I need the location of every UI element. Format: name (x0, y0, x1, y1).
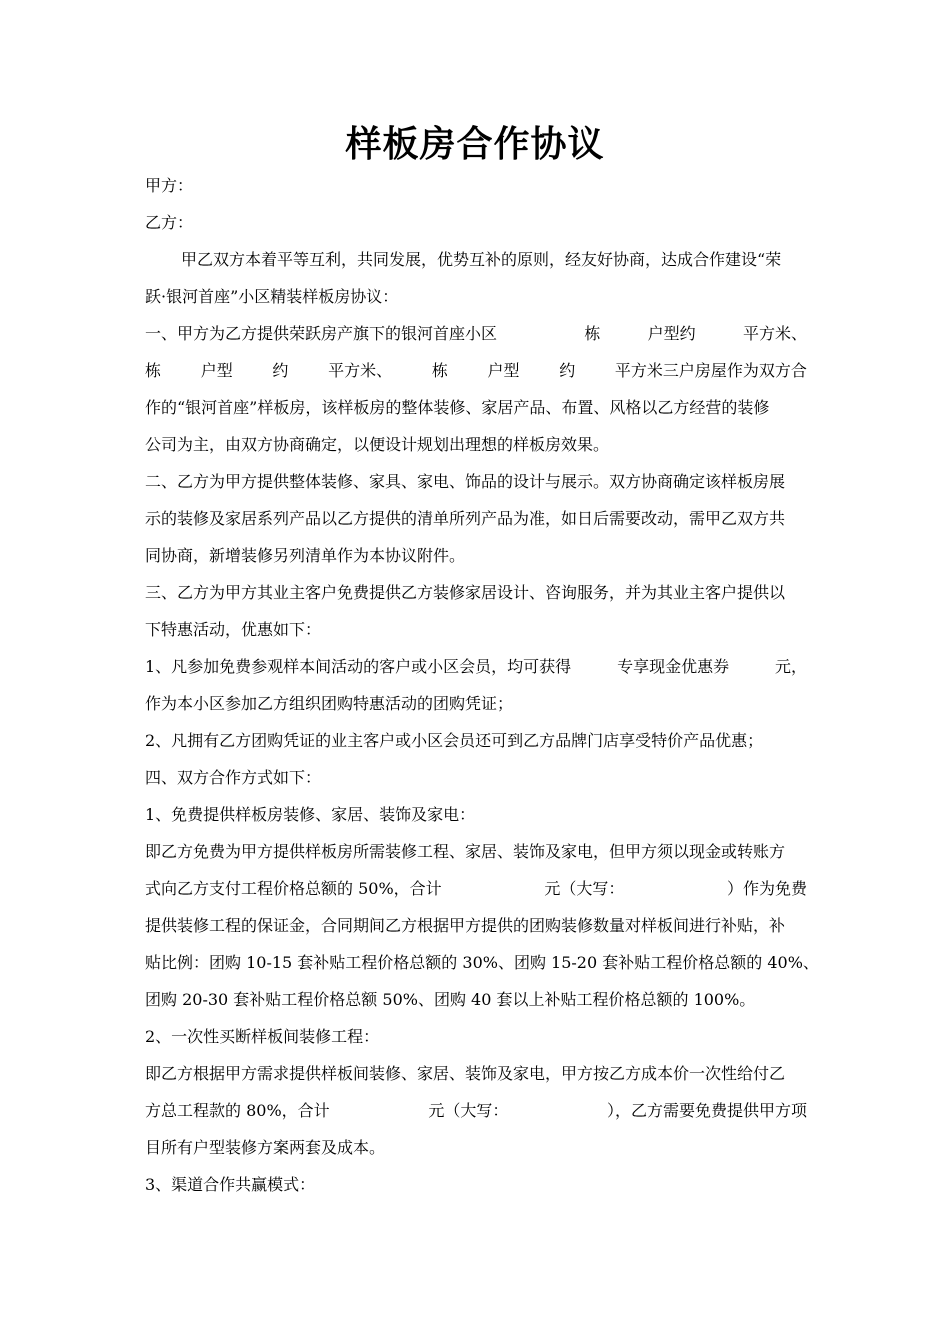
item-4-2-line-2: 方总工程款的 80%，合计 元（大写： ），乙方需要免费提供甲方项 (145, 1101, 807, 1120)
clause-2-line-2: 示的装修及家居系列产品以乙方提供的清单所列产品为准，如日后需要改动，需甲乙双方共 (145, 509, 786, 528)
item-4-3-heading: 3、渠道合作共赢模式： (145, 1175, 316, 1194)
clause-3-line-2: 下特惠活动，优惠如下： (145, 620, 322, 639)
item-4-1-line-1: 即乙方免费为甲方提供样板房所需装修工程、家居、装饰及家电，但甲方须以现金或转账方 (145, 842, 786, 861)
item-3-1-line-1: 1、凡参加免费参观样本间活动的客户或小区会员，均可获得 专享现金优惠券 元， (145, 657, 807, 676)
item-4-2-heading: 2、一次性买断样板间装修工程： (145, 1027, 380, 1046)
item-4-2-line-1: 即乙方根据甲方需求提供样板间装修、家居、装饰及家电，甲方按乙方成本价一次性给付乙 (145, 1064, 786, 1083)
clause-3-line-1: 三、乙方为甲方其业主客户免费提供乙方装修家居设计、咨询服务，并为其业主客户提供以 (145, 583, 786, 602)
intro-line-1: 甲乙双方本着平等互利，共同发展，优势互补的原则，经友好协商，达成合作建设“荣 (181, 250, 782, 269)
page-title: 样板房合作协议 (345, 124, 605, 165)
clause-2-line-1: 二、乙方为甲方提供整体装修、家具、家电、饰品的设计与展示。双方协商确定该样板房展 (145, 472, 786, 491)
intro-line-2: 跃·银河首座”小区精装样板房协议： (145, 287, 399, 306)
party-b-label: 乙方： (145, 213, 194, 232)
item-3-1-line-2: 作为本小区参加乙方组织团购特惠活动的团购凭证； (145, 694, 514, 713)
item-4-2-line-3: 目所有户型装修方案两套及成本。 (145, 1138, 386, 1157)
clause-1-line-3: 作的“银河首座”样板房，该样板房的整体装修、家居产品、布置、风格以乙方经营的装修 (145, 398, 770, 417)
item-3-2: 2、凡拥有乙方团购凭证的业主客户或小区会员还可到乙方品牌门店享受特价产品优惠； (145, 731, 764, 750)
item-4-1-heading: 1、免费提供样板房装修、家居、装饰及家电： (145, 805, 476, 824)
item-4-1-line-5: 团购 20-30 套补贴工程价格总额 50%、团购 40 套以上补贴工程价格总额的 100%。 (145, 990, 756, 1009)
clause-4-heading: 四、双方合作方式如下： (145, 768, 322, 787)
clause-2-line-3: 同协商，新增装修另列清单作为本协议附件。 (145, 546, 466, 565)
clause-1-line-4: 公司为主，由双方协商确定，以便设计规划出理想的样板房效果。 (145, 435, 610, 454)
clause-1-line-2: 栋 户型 约 平方米、 栋 户型 约 平方米三户房屋作为双方合 (145, 361, 807, 380)
item-4-1-line-2: 式向乙方支付工程价格总额的 50%，合计 元（大写： ）作为免费 (145, 879, 807, 898)
item-4-1-line-4: 贴比例：团购 10-15 套补贴工程价格总额的 30%、团购 15-20 套补贴工程价格总额的 40%、 (145, 953, 819, 972)
clause-1-line-1: 一、甲方为乙方提供荣跃房产旗下的银河首座小区 栋 户型约 平方米、 (145, 324, 807, 343)
party-a-label: 甲方： (145, 176, 194, 195)
item-4-1-line-3: 提供装修工程的保证金，合同期间乙方根据甲方提供的团购装修数量对样板间进行补贴，补 (145, 916, 786, 935)
